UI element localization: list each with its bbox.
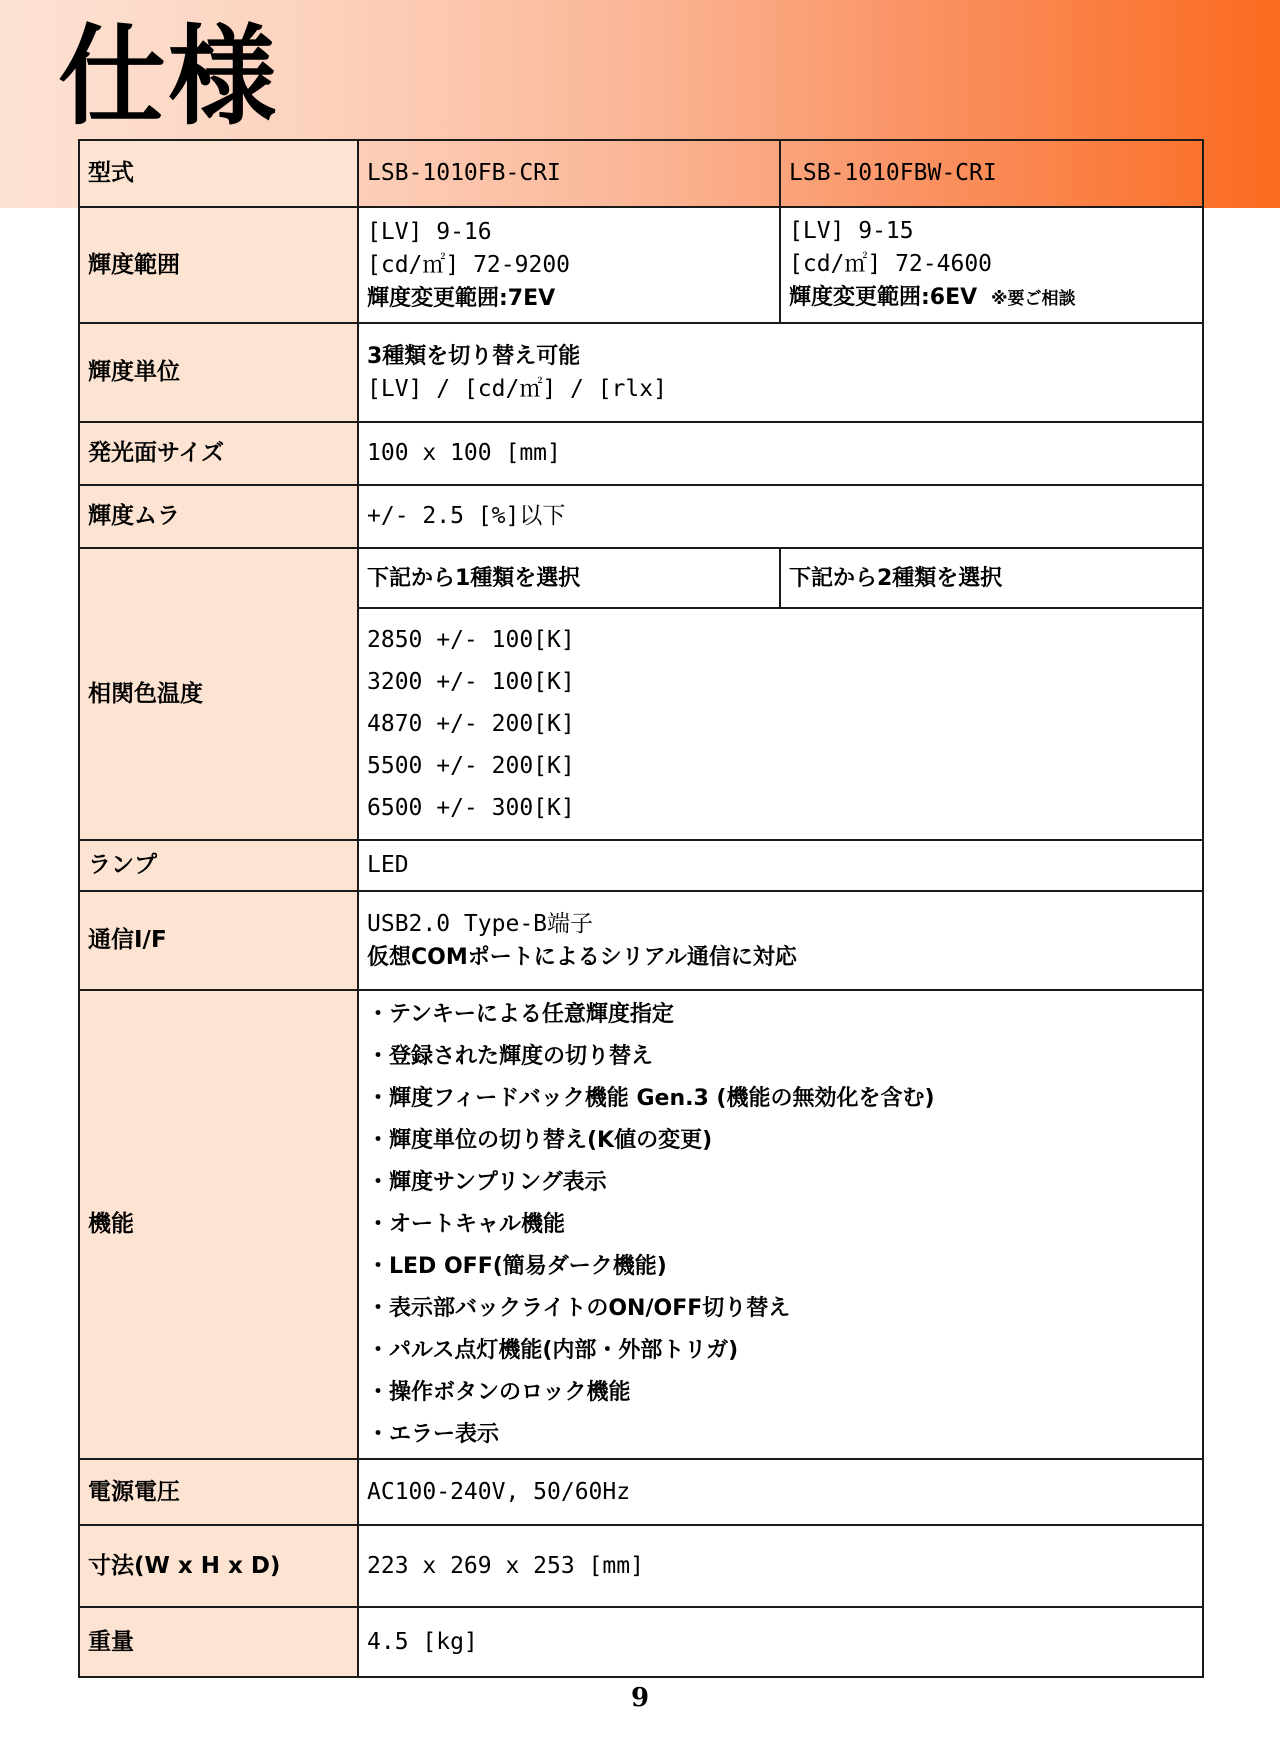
cell-line: [cd/㎡] 72-4600 <box>789 250 993 277</box>
cell-line: 3種類を切り替え可能 <box>367 343 581 369</box>
function-item: ・操作ボタンのロック機能 <box>367 1379 631 1405</box>
functions-list <box>358 990 1203 1459</box>
table-row-functions <box>79 990 1203 1459</box>
function-item: ・パルス点灯機能(内部・外部トリガ) <box>367 1337 739 1363</box>
row-label: ランプ <box>79 840 358 891</box>
table-row-interface <box>79 891 1203 990</box>
function-item: ・LED OFF(簡易ダーク機能) <box>367 1253 667 1279</box>
table-row-lamp <box>79 840 1203 891</box>
function-item: ・オートキャル機能 <box>367 1211 566 1237</box>
cell-line: 輝度変更範囲:6EV <box>789 284 978 310</box>
page-title: 仕様 <box>58 15 279 140</box>
interface-value <box>358 891 1203 990</box>
dimensions-value: 223 x 269 x 253 [mm] <box>358 1525 1203 1607</box>
cell-line: 輝度変更範囲:7EV <box>367 285 556 311</box>
cell-line: [LV] 9-16 <box>367 218 492 245</box>
table-row-emitting-size <box>79 422 1203 485</box>
lamp-value: LED <box>358 840 1203 891</box>
spec-table <box>78 139 1204 1678</box>
page-number: 9 <box>630 1683 650 1713</box>
cell-line: USB2.0 Type-B端子 <box>367 910 594 937</box>
model-b: LSB-1010FBW-CRI <box>780 140 1203 207</box>
luminance-range-b <box>780 207 1203 323</box>
function-item: ・登録された輝度の切り替え <box>367 1043 654 1069</box>
cct-b-head: 下記から2種類を選択 <box>780 548 1203 608</box>
cell-line: 仮想COMポートによるシリアル通信に対応 <box>367 944 797 970</box>
luminance-unit-value <box>358 323 1203 422</box>
row-label: 輝度単位 <box>79 323 358 422</box>
table-row-luminance-unit <box>79 323 1203 422</box>
table-row-power <box>79 1459 1203 1525</box>
cell-line: [cd/㎡] 72-9200 <box>367 251 571 278</box>
model-a: LSB-1010FB-CRI <box>358 140 780 207</box>
consult-note: ※要ご相談 <box>991 288 1076 309</box>
table-row-model <box>79 140 1203 207</box>
cct-value: 5500 +/- 200[K] <box>367 753 575 779</box>
function-item: ・輝度サンプリング表示 <box>367 1169 607 1195</box>
function-item: ・エラー表示 <box>367 1421 500 1447</box>
table-row-uniformity <box>79 485 1203 548</box>
function-item: ・輝度単位の切り替え(K値の変更) <box>367 1127 713 1153</box>
row-label: 相関色温度 <box>79 548 358 840</box>
function-item: ・表示部バックライトのON/OFF切り替え <box>367 1295 791 1321</box>
power-value: AC100-240V, 50/60Hz <box>358 1459 1203 1525</box>
row-label: 型式 <box>79 140 358 207</box>
row-label: 発光面サイズ <box>79 422 358 485</box>
cct-value: 2850 +/- 100[K] <box>367 627 575 653</box>
row-label: 輝度範囲 <box>79 207 358 323</box>
function-item: ・輝度フィードバック機能 Gen.3 (機能の無効化を含む) <box>367 1085 935 1111</box>
table-row-cct-head <box>79 548 1203 608</box>
row-label: 機能 <box>79 990 358 1459</box>
table-row-weight <box>79 1607 1203 1677</box>
cct-a-head: 下記から1種類を選択 <box>358 548 780 608</box>
function-item: ・テンキーによる任意輝度指定 <box>367 1001 674 1027</box>
cell-line: [LV] / [cd/㎡] / [rlx] <box>367 375 667 402</box>
emitting-size-value: 100 x 100 [mm] <box>358 422 1203 485</box>
luminance-range-a <box>358 207 780 323</box>
row-label: 電源電圧 <box>79 1459 358 1525</box>
row-label: 通信I/F <box>79 891 358 990</box>
cct-value: 3200 +/- 100[K] <box>367 669 575 695</box>
row-label: 寸法(W x H x D) <box>79 1525 358 1607</box>
cell-line: [LV] 9-15 <box>789 217 914 244</box>
row-label: 輝度ムラ <box>79 485 358 548</box>
row-label: 重量 <box>79 1607 358 1677</box>
cct-value: 6500 +/- 300[K] <box>367 795 575 821</box>
table-row-luminance-range <box>79 207 1203 323</box>
uniformity-value: +/- 2.5 [%]以下 <box>358 485 1203 548</box>
cct-value: 4870 +/- 200[K] <box>367 711 575 737</box>
weight-value: 4.5 [kg] <box>358 1607 1203 1677</box>
table-row-dimensions <box>79 1525 1203 1607</box>
cct-values <box>358 608 1203 840</box>
